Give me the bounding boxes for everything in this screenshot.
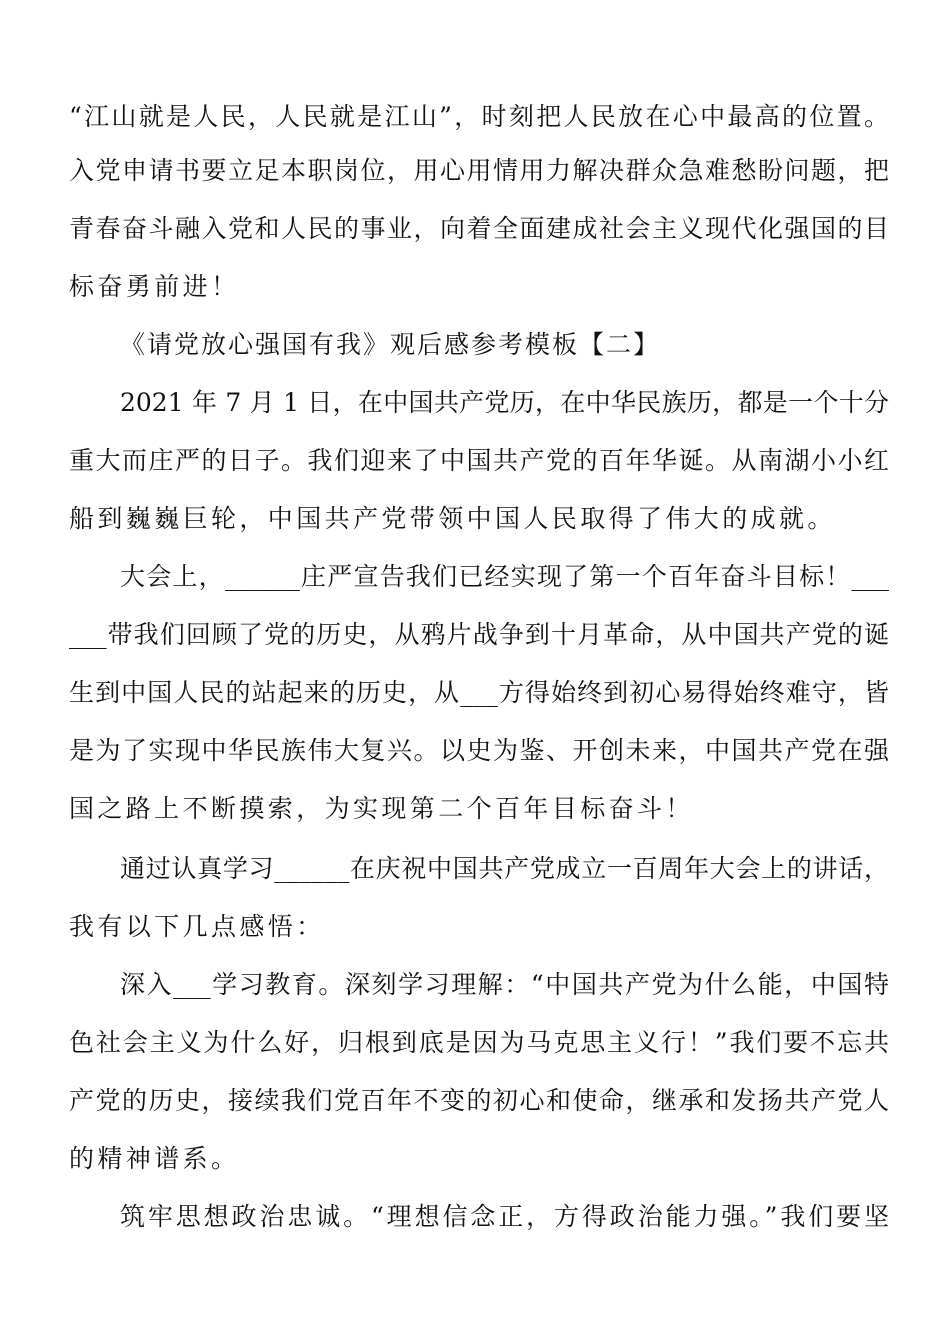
paragraph-line: 入党申请书要立足本职岗位，用心用情用力解决群众急难愁盼问题，把 xyxy=(69,156,889,185)
paragraph-line: 产党的历史，接续我们党百年不变的初心和使命，继承和发扬共产党人 xyxy=(69,1086,889,1115)
paragraph-line: 通过认真学习______在庆祝中国共产党成立一百周年大会上的讲话， xyxy=(120,854,889,883)
paragraph-line: 国之路上不断摸索，为实现第二个百年目标奋斗！ xyxy=(69,794,694,823)
paragraph-line: 船到巍巍巨轮，中国共产党带领中国人民取得了伟大的成就。 xyxy=(69,504,836,533)
paragraph-line: 我有以下几点感悟： xyxy=(69,912,325,941)
paragraph-line: 大会上，______庄严宣告我们已经实现了第一个百年奋斗目标！___ xyxy=(120,562,889,591)
paragraph-line: 深入___学习教育。深刻学习理解：“中国共产党为什么能，中国特 xyxy=(120,970,889,999)
paragraph-line: 生到中国人民的站起来的历史，从___方得始终到初心易得始终难守，皆 xyxy=(69,678,889,707)
paragraph-line: 是为了实现中华民族伟大复兴。以史为鉴、开创未来，中国共产党在强 xyxy=(69,736,889,765)
section-heading: 《请党放心强国有我》观后感参考模板【二】 xyxy=(120,330,661,359)
paragraph-line: 色社会主义为什么好，归根到底是因为马克思主义行！”我们要不忘共 xyxy=(69,1028,889,1057)
paragraph-line: “江山就是人民，人民就是江山”，时刻把人民放在心中最高的位置。 xyxy=(69,102,889,131)
paragraph-line: 的精神谱系。 xyxy=(69,1144,240,1173)
paragraph-line: 2021 年 7 月 1 日，在中国共产党历，在中华民族历，都是一个十分 xyxy=(120,388,889,417)
paragraph-line: 标奋勇前进！ xyxy=(69,272,240,301)
paragraph-line: ___带我们回顾了党的历史，从鸦片战争到十月革命，从中国共产党的诞 xyxy=(69,620,889,649)
paragraph-line: 重大而庄严的日子。我们迎来了中国共产党的百年华诞。从南湖小小红 xyxy=(69,446,889,475)
paragraph-line: 青春奋斗融入党和人民的事业，向着全面建成社会主义现代化强国的目 xyxy=(69,214,889,243)
paragraph-line: 筑牢思想政治忠诚。“理想信念正，方得政治能力强。”我们要坚 xyxy=(120,1202,889,1231)
